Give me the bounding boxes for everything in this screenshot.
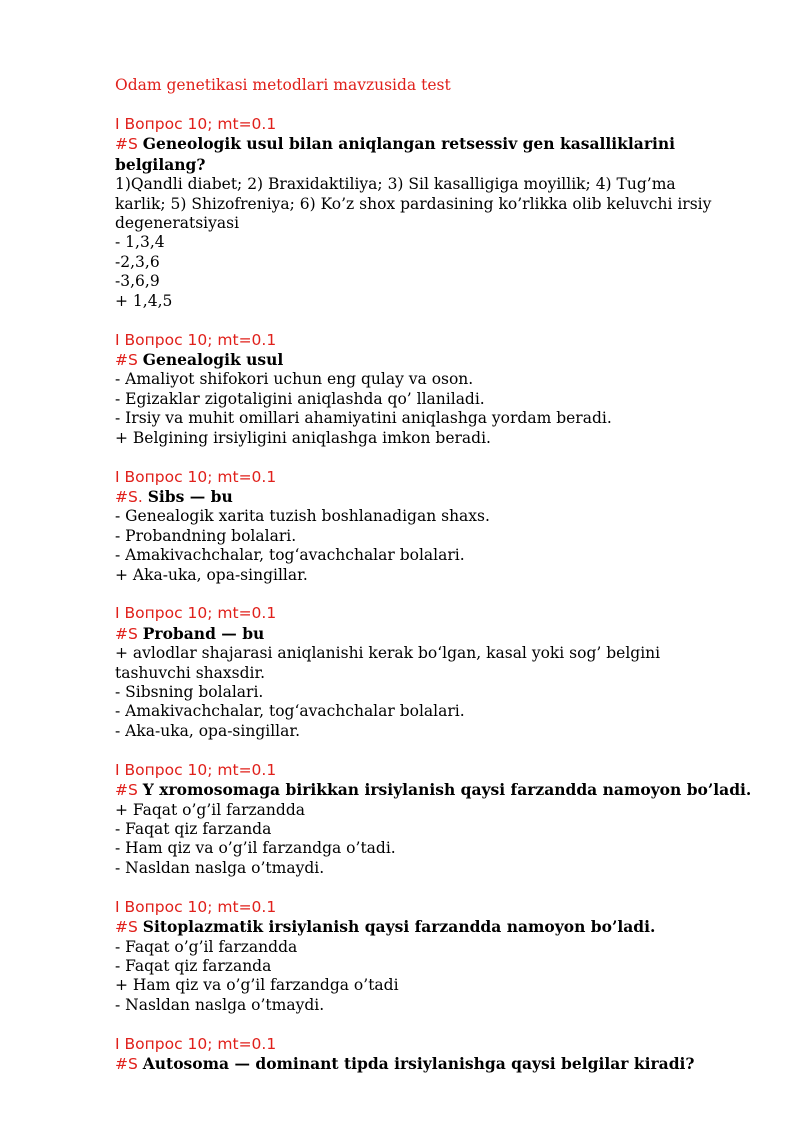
- document-title: Odam genetikasi metodlari mavzusida test: [115, 76, 451, 94]
- question-block: [115, 331, 760, 448]
- question-line: [115, 350, 760, 370]
- question-marker: #S: [115, 350, 138, 369]
- answer-option: - Nasldan naslga o’tmaydi.: [115, 995, 325, 1014]
- answer-option: - Amakivachchalar, tog‘avachchalar bolalari.: [115, 546, 465, 565]
- answer-option: -3,6,9: [115, 272, 160, 291]
- question-line: [115, 487, 760, 507]
- question-extra-line: degeneratsiyasi: [115, 214, 240, 233]
- question-line: [115, 780, 760, 800]
- answer-option: tashuvchi shaxsdir.: [115, 663, 266, 682]
- answer-option: -2,3,6: [115, 252, 160, 271]
- answer-option: + Belgining irsiyligini aniqlashga imkon beradi.: [115, 428, 491, 447]
- question-header: I Вопрос 10; mt=0.1: [115, 115, 277, 133]
- answer-option: - 1,3,4: [115, 233, 165, 252]
- question-header: I Вопрос 10; mt=0.1: [115, 1034, 277, 1053]
- question-marker: #S: [115, 781, 138, 800]
- question-block: [115, 468, 760, 585]
- question-marker: #S: [115, 135, 138, 154]
- question-extra-line: 1)Qandli diabet; 2) Braxidaktiliya; 3) Sil kasalligiga moyillik; 4) Tug’ma: [115, 175, 676, 194]
- question-marker: #S.: [115, 487, 143, 506]
- question-text: Autosoma — dominant tipda irsiylanishga qaysi belgilar kiradi?: [142, 1054, 695, 1074]
- question-text: Proband — bu: [142, 623, 265, 643]
- question-text: Genealogik usul: [142, 349, 284, 369]
- question-text: Sitoplazmatik irsiylanish qaysi farzandda namoyon bo’ladi.: [142, 917, 656, 937]
- answer-option: - Nasldan naslga o’tmaydi.: [115, 858, 325, 877]
- answer-option: - Ham qiz va o’g’il farzandga o’tadi.: [115, 839, 396, 858]
- answer-option: - Faqat o’g’il farzandda: [115, 937, 298, 956]
- answer-option: - Sibsning bolalari.: [115, 683, 264, 702]
- answer-option: - Probandning bolalari.: [115, 526, 297, 545]
- question-extra-line: karlik; 5) Shizofreniya; 6) Ko’z shox pardasining ko’rlikka olib keluvchi irsiy: [115, 194, 712, 213]
- answer-option: + 1,4,5: [115, 291, 173, 310]
- answer-option: - Amaliyot shifokori uchun eng qulay va oson.: [115, 370, 474, 389]
- answer-option: - Faqat qiz farzanda: [115, 820, 272, 838]
- question-line: [115, 917, 760, 937]
- answer-option: + Aka-uka, opa-singillar.: [115, 565, 308, 584]
- answer-option: - Faqat qiz farzanda: [115, 956, 272, 975]
- question-line: [115, 134, 760, 175]
- answer-option: - Genealogik xarita tuzish boshlanadigan shaxs.: [115, 507, 490, 526]
- question-block: [115, 115, 760, 311]
- question-text: Geneologik usul bilan aniqlangan retsessiv gen kasalliklarini belgilang?: [115, 134, 681, 174]
- question-line: [115, 1054, 760, 1074]
- question-header: I Вопрос 10; mt=0.1: [115, 760, 277, 779]
- question-text: Sibs — bu: [147, 486, 233, 506]
- question-header: I Вопрос 10; mt=0.1: [115, 467, 277, 486]
- question-block: [115, 761, 760, 878]
- question-list: [115, 115, 760, 1074]
- question-header: I Вопрос 10; mt=0.1: [115, 897, 277, 916]
- answer-option: + avlodlar shajarasi aniqlanishi kerak bo‘lgan, kasal yoki sog’ belgini: [115, 644, 661, 663]
- answer-option: - Egizaklar zigotaligini aniqlashda qo’ llaniladi.: [115, 389, 485, 408]
- question-marker: #S: [115, 624, 138, 643]
- answer-option: - Aka-uka, opa-singillar.: [115, 721, 300, 740]
- question-text: Y xromosomaga birikkan irsiylanish qaysi farzandda namoyon bo’ladi.: [142, 780, 752, 800]
- question-block: [115, 1035, 760, 1075]
- question-block: [115, 898, 760, 1015]
- question-marker: #S: [115, 918, 138, 937]
- question-header: I Вопрос 10; mt=0.1: [115, 330, 277, 349]
- question-header: I Вопрос 10; mt=0.1: [115, 604, 277, 623]
- answer-option: + Ham qiz va o’g’il farzandga o’tadi: [115, 976, 399, 995]
- answer-option: - Amakivachchalar, tog‘avachchalar bolalari.: [115, 702, 465, 721]
- question-marker: #S: [115, 1055, 138, 1074]
- question-line: [115, 624, 760, 644]
- answer-option: + Faqat o’g’il farzandda: [115, 800, 305, 819]
- answer-option: - Irsiy va muhit omillari ahamiyatini aniqlashga yordam beradi.: [115, 409, 612, 428]
- question-block: [115, 604, 760, 741]
